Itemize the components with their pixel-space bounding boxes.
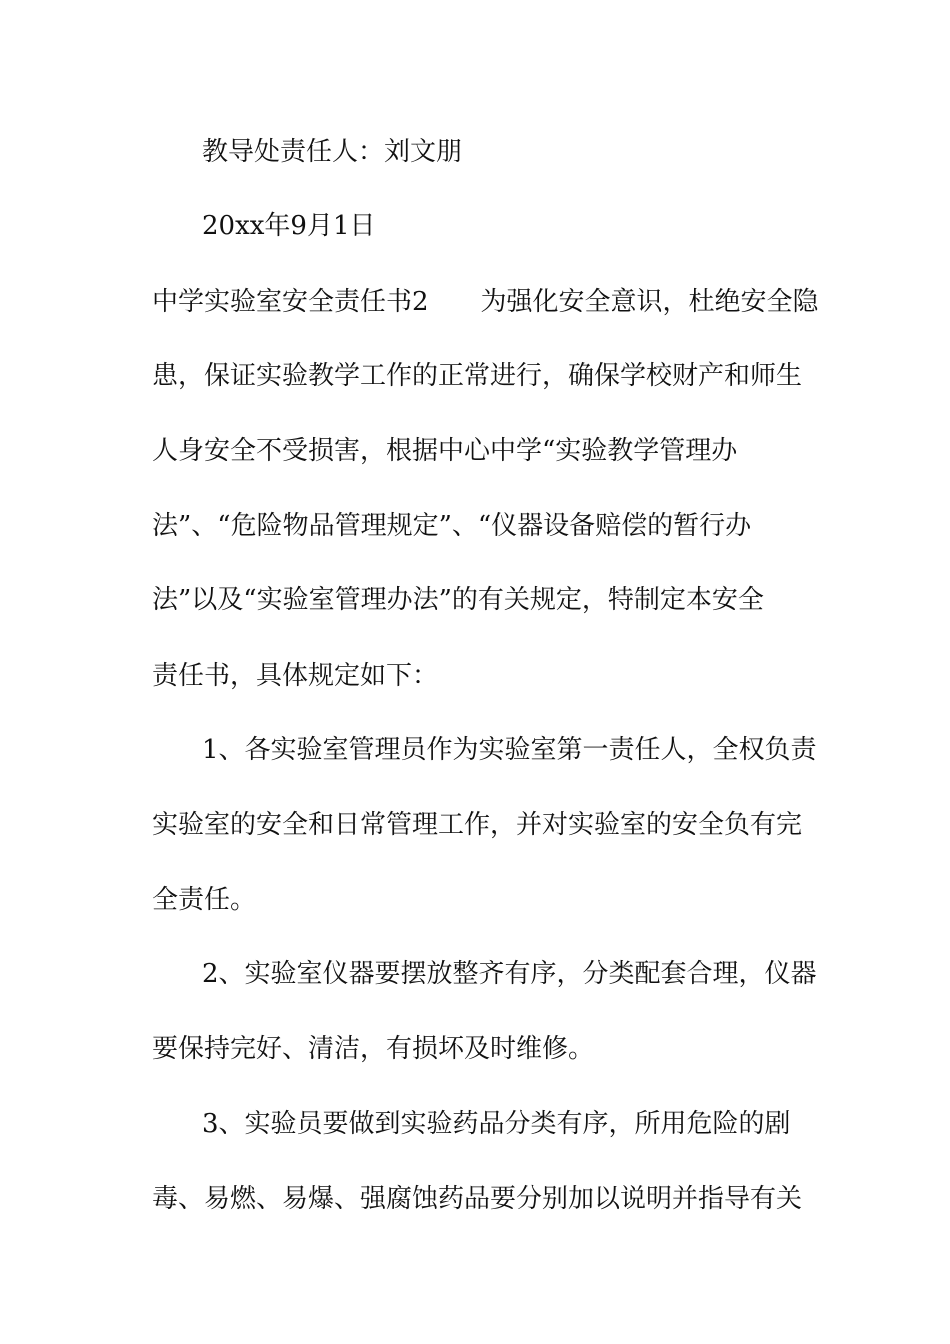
paragraph-line: 人身安全不受损害，根据中心中学“实验教学管理办 bbox=[152, 436, 738, 466]
responsible-person-line: 教导处责任人：刘文朋 bbox=[202, 137, 463, 167]
paragraph-line: 毒、易燃、易爆、强腐蚀药品要分别加以说明并指导有关 bbox=[152, 1184, 803, 1214]
paragraph-line: 要保持完好、清洁，有损坏及时维修。 bbox=[152, 1034, 595, 1064]
paragraph-line: 全责任。 bbox=[152, 885, 257, 915]
paragraph-line: 3、实验员要做到实验药品分类有序，所用危险的剧 bbox=[202, 1109, 791, 1139]
paragraph-line: 1、各实验室管理员作为实验室第一责任人，全权负责 bbox=[202, 735, 817, 765]
paragraph-line: 法”、“危险物品管理规定”、“仪器设备赔偿的暂行办 bbox=[152, 511, 752, 541]
paragraph-line: 2、实验室仪器要摆放整齐有序，分类配套合理，仪器 bbox=[202, 959, 817, 989]
paragraph-line: 责任书，具体规定如下： bbox=[152, 661, 439, 691]
date-line: 20xx年9月1日 bbox=[202, 211, 376, 241]
paragraph-line: 中学实验室安全责任书2 为强化安全意识，杜绝安全隐 bbox=[152, 287, 819, 317]
paragraph-line: 患，保证实验教学工作的正常进行，确保学校财产和师生 bbox=[152, 361, 803, 391]
paragraph-line: 法”以及“实验室管理办法”的有关规定，特制定本安全 bbox=[152, 585, 764, 615]
paragraph-line: 实验室的安全和日常管理工作，并对实验室的安全负有完 bbox=[152, 810, 803, 840]
